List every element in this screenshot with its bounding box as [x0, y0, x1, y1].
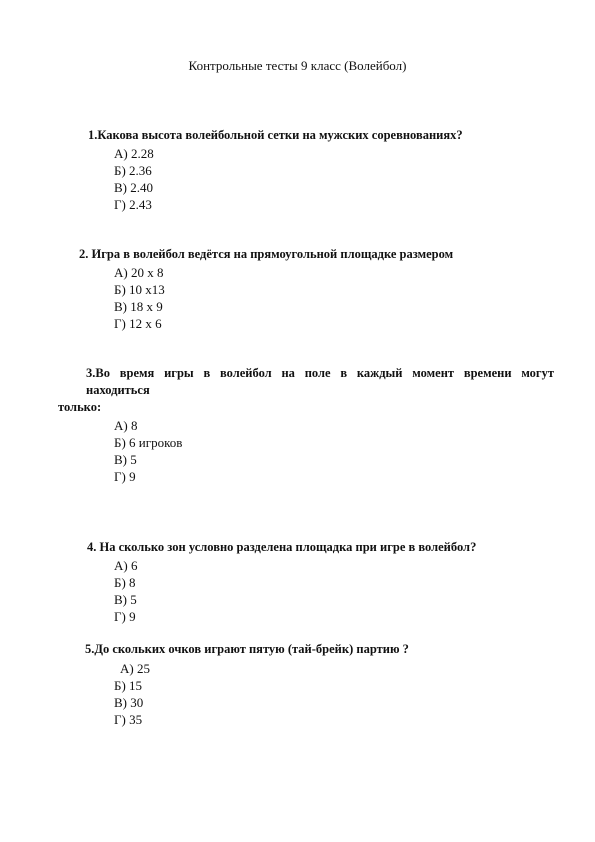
answer-options: [114, 557, 476, 625]
answer-option-v: В) 30: [114, 695, 144, 710]
answer-option-g: Г) 2.43: [114, 197, 152, 212]
question-text-line-1: 3.Во время игры в волейбол на поле в каждый момент времени могут: [86, 366, 554, 380]
answer-option-b: Б) 15: [114, 678, 143, 693]
answer-option-v: В) 18 x 9: [114, 299, 163, 314]
answer-option-g: Г) 9: [114, 609, 136, 624]
answer-option-b: Б) 2.36: [114, 163, 152, 178]
answer-options: [114, 660, 409, 728]
answer-options: [114, 417, 554, 485]
question-text: 2. Игра в волейбол ведётся на прямоугольной площадке размером: [79, 247, 454, 261]
question-1: [88, 127, 463, 213]
answer-option-b: Б) 8: [114, 575, 136, 590]
question-text-line-2: находиться: [86, 383, 150, 397]
question-3: [58, 365, 554, 485]
answer-option-v: В) 5: [114, 452, 137, 467]
question-5: [85, 641, 409, 728]
answer-option-a: А) 25: [120, 661, 150, 676]
answer-option-a: А) 20 x 8: [114, 265, 164, 280]
page-title: Контрольные тесты 9 класс (Волейбол): [188, 58, 407, 73]
question-text: 5.До скольких очков играют пятую (тай-брейк) партию ?: [85, 642, 409, 656]
answer-options: [114, 145, 463, 213]
question-4: [87, 539, 476, 625]
answer-option-g: Г) 12 x 6: [114, 316, 162, 331]
answer-options: [114, 264, 453, 332]
question-text: 1.Какова высота волейбольной сетки на мужских соревнованиях?: [88, 128, 463, 142]
question-2: [79, 246, 453, 332]
answer-option-v: В) 5: [114, 592, 137, 607]
answer-option-a: А) 2.28: [114, 146, 154, 161]
question-text-line-3: только:: [58, 400, 102, 414]
answer-option-v: В) 2.40: [114, 180, 153, 195]
answer-option-g: Г) 35: [114, 712, 143, 727]
answer-option-a: А) 8: [114, 418, 138, 433]
answer-option-g: Г) 9: [114, 469, 136, 484]
answer-option-b: Б) 10 x13: [114, 282, 165, 297]
question-text: 4. На сколько зон условно разделена площадка при игре в волейбол?: [87, 540, 477, 554]
answer-option-a: А) 6: [114, 558, 138, 573]
answer-option-b: Б) 6 игроков: [114, 435, 183, 450]
